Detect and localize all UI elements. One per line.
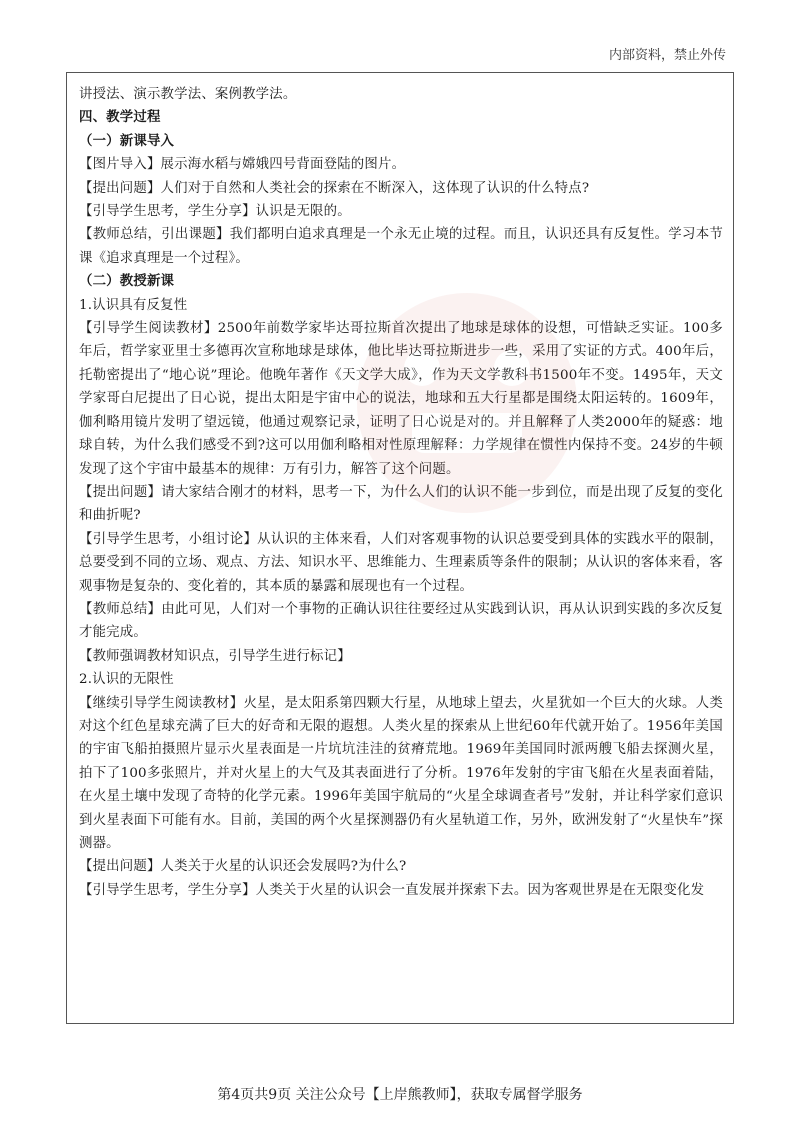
paragraph: 【引导学生思考，小组讨论】从认识的主体来看，人们对客观事物的认识总要受到具体的实践水平的限制，总要受到不同的立场、观点、方法、知识水平、思维能力、生理素质等条件的限制；从认识的客体来看，客观事物是复杂的、变化着的，其本质的暴露和展现也有一个过程。 (79, 531, 723, 594)
paragraph: 讲授法、演示教学法、案例教学法。 (79, 87, 297, 102)
paragraph: 【提出问题】人们对于自然和人类社会的探索在不断深入，这体现了认识的什么特点? (79, 180, 590, 196)
section-heading: 四、教学过程 (79, 109, 161, 126)
paragraph: 【引导学生阅读教材】2500年前数学家毕达哥拉斯首次提出了地球是球体的设想，可惜缺乏实证。100多年后，哲学家亚里士多德再次宣称地球是球体，他比毕达哥拉斯进步一些，采用了实证的方式。400年后，托勒密提出了“地心说”理论。他晚年著作《天文学大成》，作为天文学教科书1500年不变。1495年，天文学家哥白尼提出了日心说，提出太阳是宇宙中心的说法，地球和五大行星都是围绕太阳运转的。1609年，伽利略用镜片发明了望远镜，他通过观察记录，证明了日心说是对的。并且解释了人类2000年的疑惑：地球自转，为什么我们感受不到?这可以用伽利略相对性原理解释：力学规律在惯性内保持不变。24岁的牛顿发现了这个宇宙中最基本的规律：万有引力，解答了这个问题。 (79, 321, 723, 477)
paragraph: 【引导学生思考，学生分享】人类关于火星的认识会一直发展并探索下去。因为客观世界是在无限变化发 (79, 882, 705, 898)
paragraph: 【引导学生思考，学生分享】认识是无限的。 (79, 204, 351, 220)
document-frame (66, 72, 734, 1024)
page-footer (0, 1084, 800, 1104)
paragraph: 【继续引导学生阅读教材】火星，是太阳系第四颗大行星，从地球上望去，火星犹如一个巨大的火球。人类对这个红色星球充满了巨大的好奇和无限的遐想。人类火星的探索从上世纪60年代就开始了。1956年美国的宇宙飞船拍摄照片显示火星表面是一片坑坑洼洼的贫瘠荒地。1969年美国同时派两艘飞船去探测火星，拍下了100多张照片，并对火星上的大气及其表面进行了分析。1976年发射的宇宙飞船在火星表面着陆，在火星土壤中发现了奇特的化学元素。1996年美国宇航局的“火星全球调查者号”发射，并让科学家们意识到火星表面下可能有水。目前，美国的两个火星探测器仍有火星轨道工作，另外，欧洲发射了“火星快车”探测器。 (79, 695, 723, 851)
lesson-content (67, 73, 733, 902)
paragraph: 【教师总结，引出课题】我们都明白追求真理是一个永无止境的过程。而且，认识还具有反复性。学习本节课《追求真理是一个过程》。 (79, 227, 723, 266)
promo-text: 关注公众号【上岸熊教师】，获取专属督学服务 (295, 1087, 583, 1103)
paragraph: 2.认识的无限性 (79, 672, 174, 688)
paragraph: 1.认识具有反复性 (79, 297, 188, 313)
paragraph: 【提出问题】人类关于火星的认识还会发展吗?为什么? (79, 859, 407, 875)
paragraph: 【教师强调教材知识点，引导学生进行标记】 (79, 648, 351, 664)
confidential-note: 内部资料，禁止外传 (608, 48, 726, 63)
section-heading: （一）新课导入 (79, 132, 175, 149)
paragraph: 【提出问题】请大家结合刚才的材料，思考一下，为什么人们的认识不能一步到位，而是出现了反复的变化和曲折呢? (79, 484, 723, 524)
page-number: 第4页共9页 (217, 1087, 292, 1103)
section-heading: （二）教授新课 (79, 273, 175, 290)
paragraph: 【图片导入】展示海水稻与嫦娥四号背面登陆的图片。 (79, 157, 406, 173)
paragraph: 【教师总结】由此可见，人们对一个事物的正确认识往往要经过从实践到认识，再从认识到实践的多次反复才能完成。 (79, 601, 723, 641)
